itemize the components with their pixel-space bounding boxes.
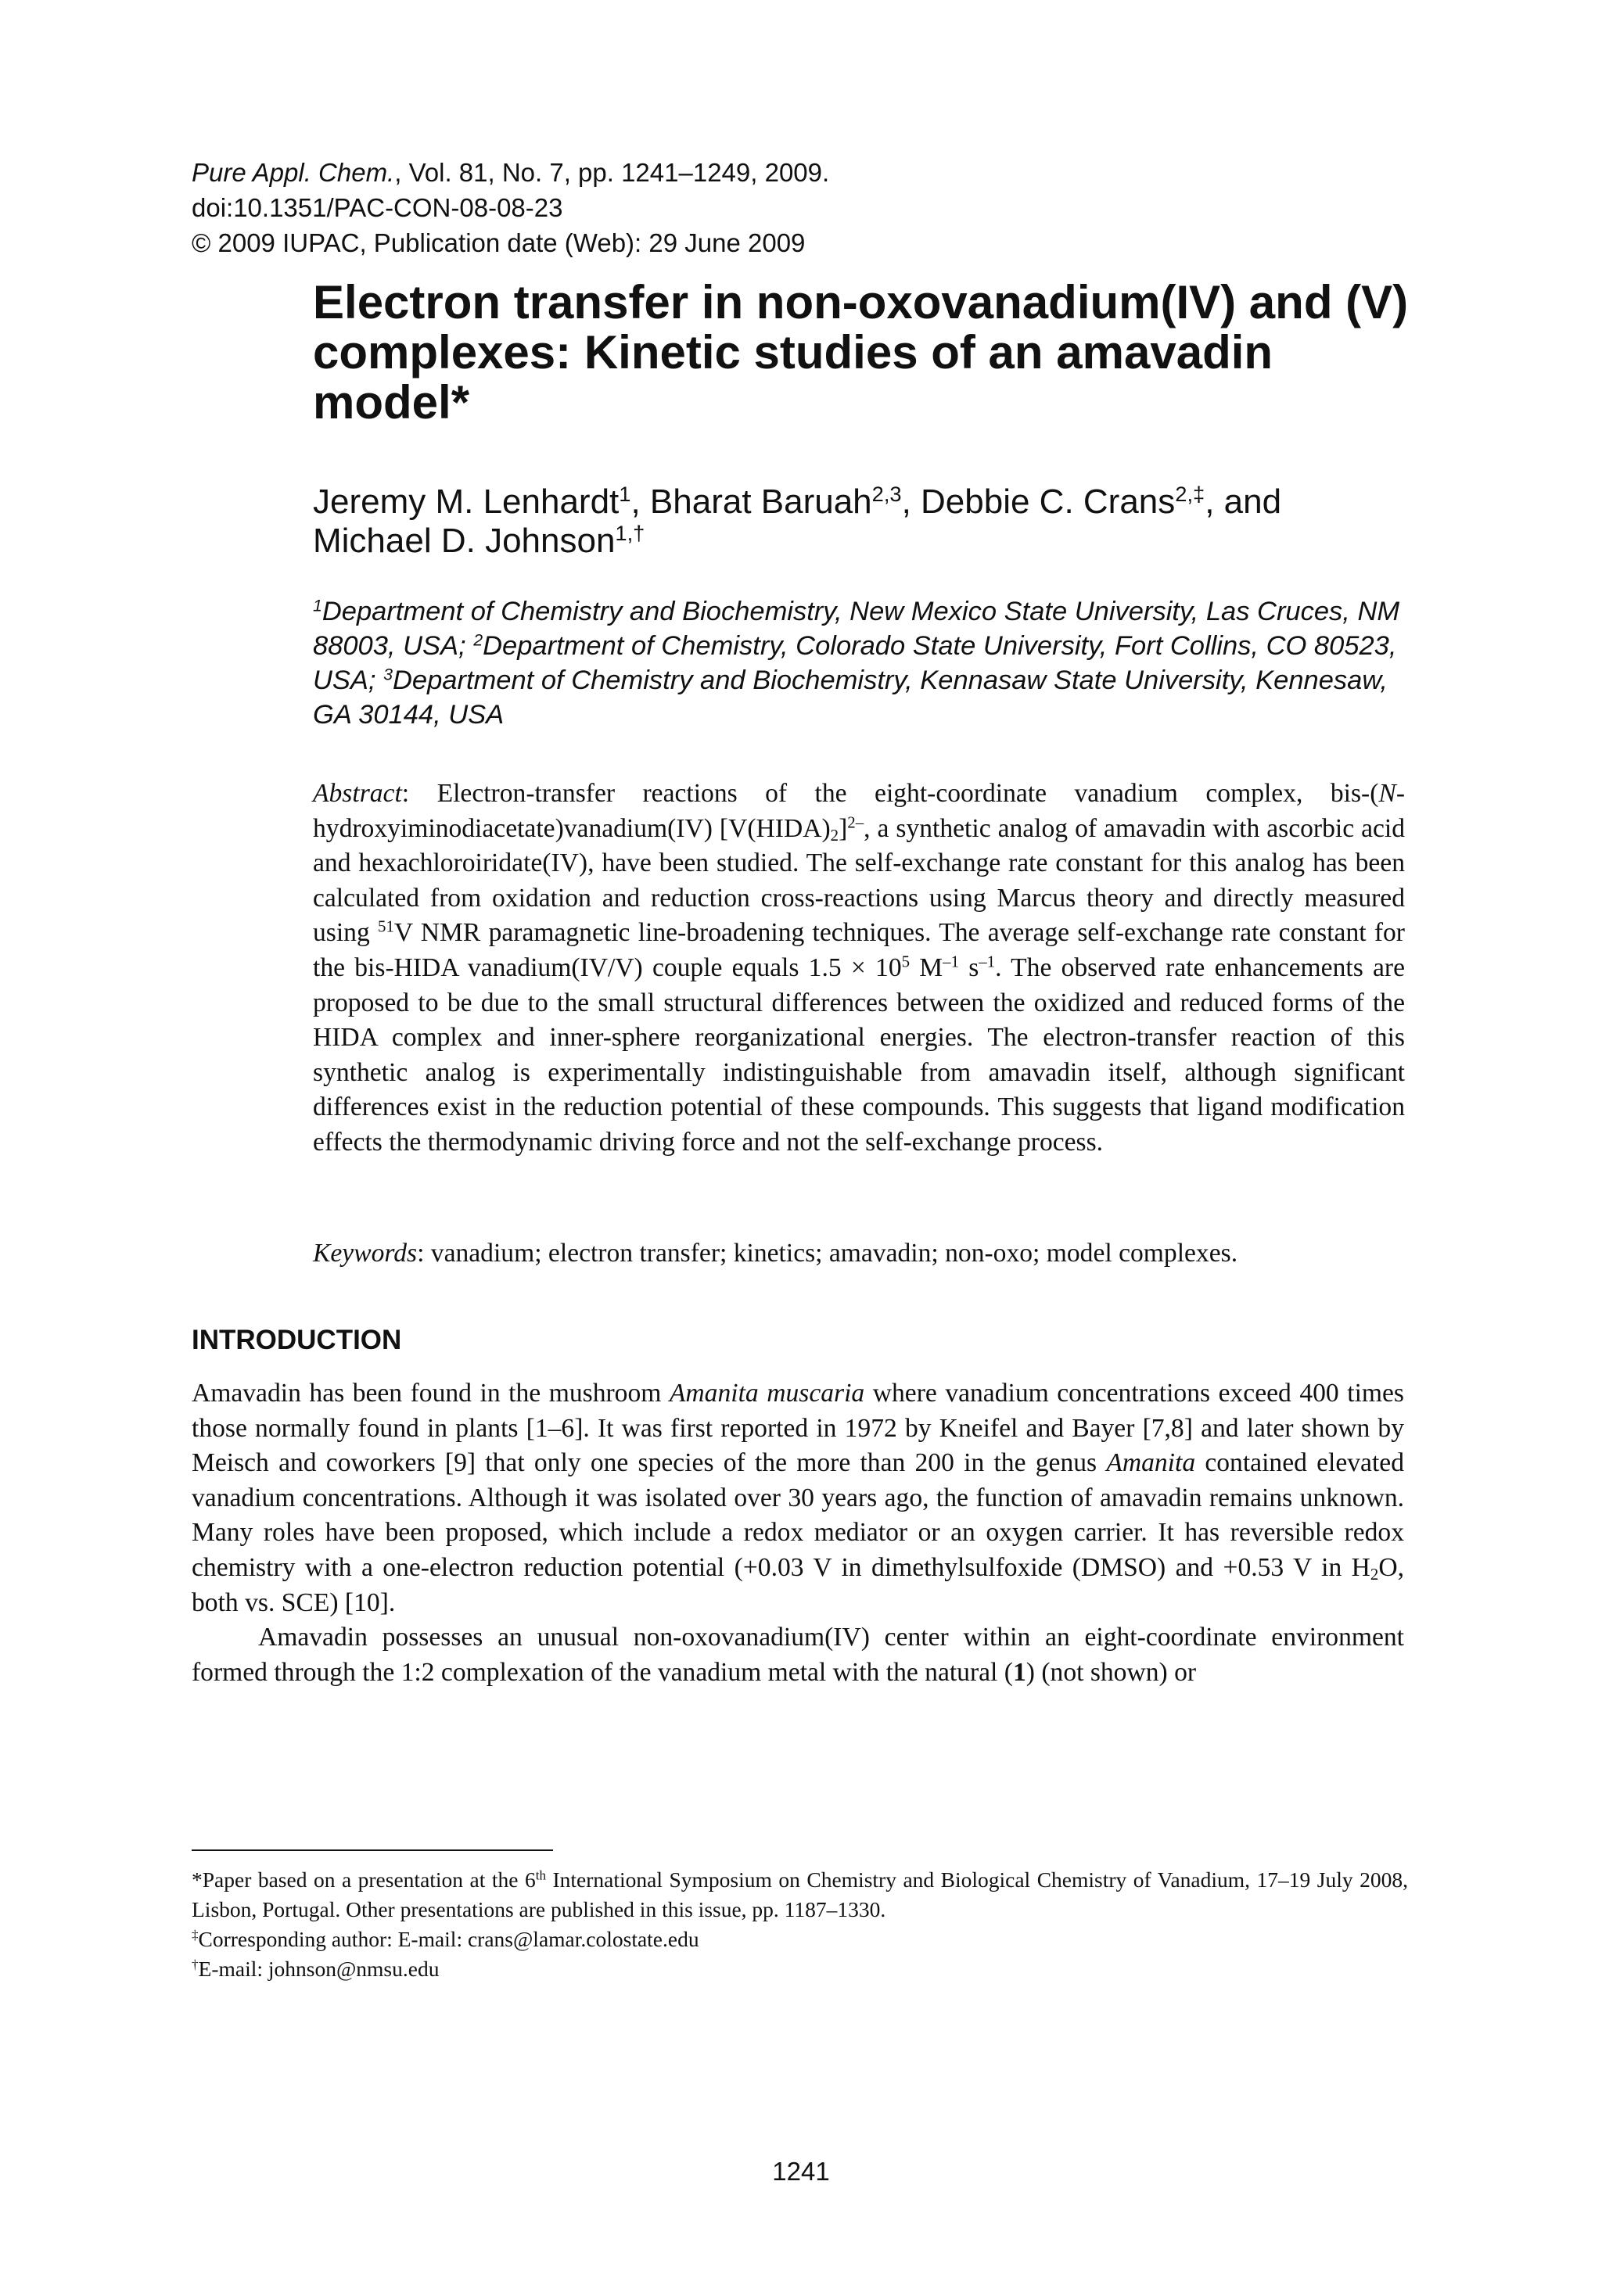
doi: doi:10.1351/PAC-CON-08-08-23 — [192, 193, 563, 222]
journal-name: Pure Appl. Chem. — [192, 158, 395, 187]
abstract-text: . The observed rate enhancements are proposed to be due to the small structural differences between the oxidized and reduced forms of the HIDA complex and inner-sphere reorganizational energies. The electron-transfer reaction of this synthetic analog is experimentally indistinguishable from amavadin itself, although significant differences exist in the reduction potential of these compounds. This suggests that ligand modification effects the thermodynamic driving force and not the self-exchange process. — [313, 952, 1405, 1157]
copyright-line: © 2009 IUPAC, Publication date (Web): 29 June 2009 — [192, 228, 806, 257]
author-name: Debbie C. Crans — [921, 483, 1176, 521]
footnote — [192, 1865, 1408, 1925]
subscript: 2 — [830, 825, 839, 845]
superscript: 51 — [378, 917, 394, 936]
footnote-text: Corresponding author: E-mail: crans@lamar.colostate.edu — [198, 1927, 699, 1951]
abstract — [313, 777, 1405, 1161]
superscript: –1 — [943, 952, 959, 971]
author-affiliation-mark: 1,† — [615, 521, 645, 545]
body-text: Amavadin has been found in the mushroom — [192, 1379, 670, 1408]
journal-citation — [192, 155, 829, 190]
footnotes — [192, 1865, 1408, 1984]
paragraph — [192, 1376, 1404, 1620]
footnote-text: International Symposium on Chemistry and Biological Chemistry of Vanadium, 17–19 July 2008, Lisbon, Portugal. Other presentations are published in this issue, pp. 1187–1330. — [192, 1867, 1408, 1921]
abstract-text: s — [958, 952, 979, 982]
affiliation-text: Department of Chemistry and Biochemistry, New Mexico State University, Las Cruces, NM 88003, USA; — [313, 597, 1400, 661]
author-separator: , and — [1205, 483, 1282, 521]
abstract-text: M — [910, 952, 943, 982]
body-text: contained elevated vanadium concentrations. Although it was isolated over 30 years ago, the function of amavadin remains unknown. Many roles have been proposed, which include a redox mediator or an oxygen carrier. It has reversible redox chemistry with a one-electron reduction potential (+0.03 V in dimethylsulfoxide (DMSO) and +0.53 V in H — [192, 1448, 1404, 1582]
keywords-label: Keywords — [313, 1239, 418, 1268]
author-list — [313, 483, 1424, 561]
abstract-text: ] — [839, 813, 848, 843]
affiliation-mark: 2 — [473, 630, 483, 650]
abstract-text: V NMR paramagnetic line-broadening techniques. The average self-exchange rate constant for the bis-HIDA vanadium(IV/V) couple equals 1.5 × 10 — [313, 918, 1405, 982]
superscript: 2– — [847, 813, 864, 832]
subscript: 2 — [1370, 1565, 1379, 1584]
affiliation-text: Department of Chemistry, Colorado State University, Fort Collins, CO 80523, USA; — [313, 631, 1397, 695]
affiliations — [313, 594, 1424, 732]
author-name: Bharat Baruah — [649, 483, 872, 521]
superscript: 5 — [901, 952, 911, 971]
introduction-body — [192, 1376, 1404, 1690]
footnote — [192, 1954, 1408, 1984]
paragraph — [192, 1620, 1404, 1690]
keywords-text: : vanadium; electron transfer; kinetics; amavadin; non-oxo; model complexes. — [417, 1239, 1238, 1268]
abstract-text: : Electron-transfer reactions of the eight-coordinate vanadium complex, bis-( — [401, 779, 1379, 808]
affiliation-mark: 3 — [383, 665, 393, 684]
superscript: th — [535, 1867, 546, 1883]
author-separator: , — [630, 483, 650, 521]
author-separator: , — [901, 483, 921, 521]
keywords — [313, 1236, 1424, 1271]
author-name: Michael D. Johnson — [313, 522, 616, 560]
volume-pages: , Vol. 81, No. 7, pp. 1241–1249, 2009. — [394, 158, 830, 187]
author-affiliation-mark: 2,3 — [871, 482, 902, 506]
footnote-text: *Paper based on a presentation at the 6 — [192, 1867, 536, 1892]
footnote-mark: ‡ — [192, 1927, 199, 1943]
footnote — [192, 1925, 1408, 1954]
author-affiliation-mark: 2,‡ — [1175, 482, 1205, 506]
abstract-label: Abstract — [313, 779, 402, 808]
compound-number: 1 — [1012, 1657, 1026, 1687]
citation-block — [192, 155, 829, 260]
section-heading: INTRODUCTION — [192, 1325, 402, 1355]
genus-name: Amanita — [1106, 1448, 1196, 1478]
author-name: Jeremy M. Lenhardt — [313, 483, 620, 521]
footnote-mark: † — [192, 1957, 199, 1972]
author-affiliation-mark: 1 — [619, 482, 631, 506]
species-name: Amanita muscaria — [669, 1379, 865, 1408]
footnote-text: E-mail: johnson@nmsu.edu — [198, 1957, 440, 1981]
body-text: where vanadium concentrations exceed 400 times those normally found in plants [1–6]. It was first reported in 1972 by Kneifel and Bayer [7,8] and later shown by Meisch and coworkers [9] that only one species of the more than 200 in the genus — [192, 1379, 1404, 1478]
abstract-text: N — [1378, 779, 1396, 808]
page-number: 1241 — [772, 2157, 830, 2186]
body-text: ) (not shown) or — [1025, 1657, 1197, 1687]
body-text: Amavadin possesses an unusual non-oxovanadium(IV) center within an eight-coordinate environment formed through the 1:2 complexation of the vanadium metal with the natural ( — [192, 1623, 1404, 1687]
affiliation-mark: 1 — [313, 596, 322, 615]
superscript: –1 — [979, 952, 996, 971]
paper-title: Electron transfer in non-oxovanadium(IV) and (V) complexes: Kinetic studies of an amavadin model* — [313, 276, 1409, 429]
body-text: O, both vs. SCE) [10]. — [192, 1552, 1404, 1617]
affiliation-text: Department of Chemistry and Biochemistry, Kennasaw State University, Kennesaw, GA 30144, USA — [313, 665, 1388, 730]
abstract-text: , a synthetic analog of amavadin with ascorbic acid and hexachloroiridate(IV), have been studied. The self-exchange rate constant for this analog has been calculated from oxidation and reduction cross-reactions using Marcus theory and directly measured using — [313, 813, 1406, 948]
footnote-divider — [192, 1849, 553, 1851]
abstract-text: -hydroxyiminodiacetate)vanadium(IV) [V(HIDA) — [313, 779, 1405, 843]
